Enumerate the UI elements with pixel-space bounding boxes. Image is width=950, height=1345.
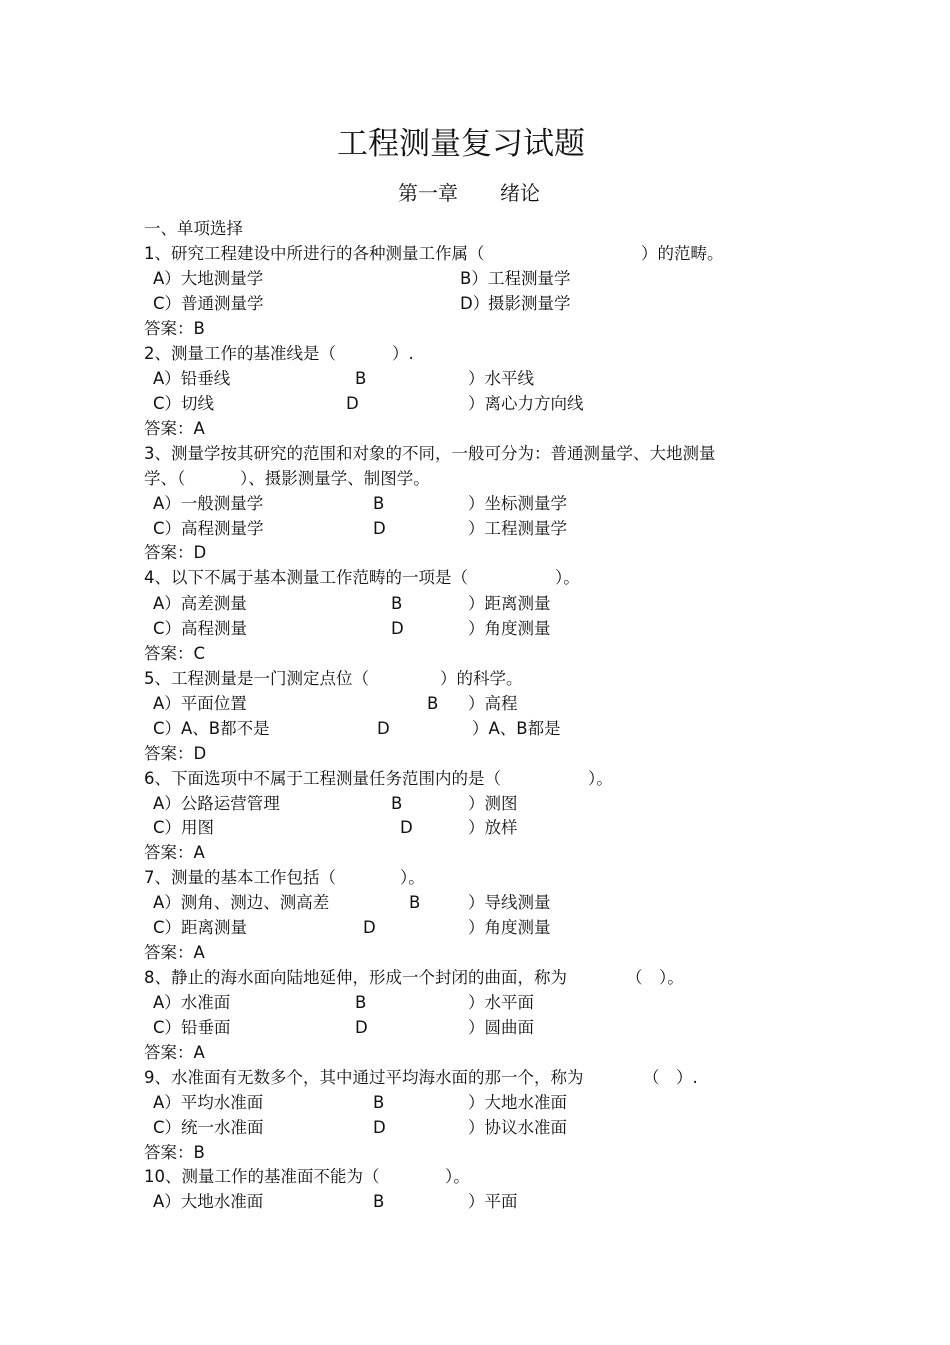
question-stem-end: ）. — [392, 344, 414, 363]
question-stem-end: ）。 — [445, 1167, 470, 1186]
answer: 答案：B — [144, 319, 205, 338]
option-d: ）放样 — [468, 818, 518, 837]
option-b: ）水平面 — [468, 993, 534, 1012]
section-heading: 一、单项选择 — [144, 219, 243, 238]
question-stem-end: ）的范畴。 — [641, 244, 724, 263]
option-b: ）水平线 — [468, 369, 534, 388]
answer: 答案：D — [144, 543, 207, 562]
option-b: 工程测量学 — [488, 269, 571, 288]
option-d: ）协议水准面 — [468, 1118, 567, 1137]
option-a: A）高差测量 — [153, 594, 247, 613]
option-d: ）圆曲面 — [468, 1018, 534, 1037]
option-b-letter: B — [391, 794, 403, 813]
answer: 答案：A — [144, 843, 205, 862]
question-stem-end: ）的科学。 — [440, 669, 523, 688]
option-b-letter: B — [355, 369, 367, 388]
option-b: ）平面 — [468, 1192, 518, 1211]
question-stem: 7、测量的基本工作包括（ — [144, 868, 336, 887]
question-stem-end: ）。 — [555, 568, 580, 587]
option-d: ）角度测量 — [468, 619, 551, 638]
answer: 答案：A — [144, 419, 205, 438]
option-d: ）A、B都是 — [472, 719, 561, 738]
answer: 答案：D — [144, 744, 207, 763]
option-b-letter: B — [373, 1093, 385, 1112]
option-a: A）测角、测边、测高差 — [153, 893, 330, 912]
option-d-letter: D — [346, 394, 359, 413]
answer: 答案：B — [144, 1143, 205, 1162]
option-c: C）用图 — [153, 818, 215, 837]
question-stem: 8、静止的海水面向陆地延伸，形成一个封闭的曲面，称为 — [144, 968, 567, 987]
answer: 答案：C — [144, 644, 206, 663]
option-a: A）平面位置 — [153, 694, 247, 713]
option-b-letter: B — [373, 1192, 385, 1211]
option-b: ）距离测量 — [468, 594, 551, 613]
option-d: ）角度测量 — [468, 918, 551, 937]
option-b-letter: B） — [460, 269, 488, 288]
chapter-number: 第一章 — [398, 181, 458, 205]
option-d-letter: D — [373, 519, 386, 538]
chapter-title: 绪论 — [500, 181, 540, 205]
option-c: C）高程测量 — [153, 619, 248, 638]
option-d-letter: D） — [460, 294, 490, 313]
option-a: A）水准面 — [153, 993, 231, 1012]
question-stem: 2、测量工作的基准线是（ — [144, 344, 336, 363]
option-b: ）导线测量 — [468, 893, 551, 912]
option-b-letter: B — [391, 594, 403, 613]
option-a: A）公路运营管理 — [153, 794, 280, 813]
option-b-letter: B — [409, 893, 421, 912]
question-stem: 10、测量工作的基准面不能为（ — [144, 1167, 380, 1186]
option-d: ）工程测量学 — [468, 519, 567, 538]
question-stem-end: （ ）. — [643, 1068, 698, 1087]
option-c: C）切线 — [153, 394, 215, 413]
question-stem-line2: 学、（ — [144, 469, 186, 488]
question-stem: 4、以下不属于基本测量工作范畴的一项是（ — [144, 568, 468, 587]
option-d-letter: D — [355, 1018, 368, 1037]
option-d: 摄影测量学 — [488, 294, 571, 313]
question-stem: 6、下面选项中不属于工程测量任务范围内的是（ — [144, 769, 501, 788]
option-d-letter: D — [400, 818, 413, 837]
question-stem: 5、工程测量是一门测定点位（ — [144, 669, 369, 688]
question-stem: 1、研究工程建设中所进行的各种测量工作属（ — [144, 244, 485, 263]
option-d-letter: D — [363, 918, 376, 937]
option-b: ）坐标测量学 — [468, 494, 567, 513]
option-c: C）铅垂面 — [153, 1018, 231, 1037]
option-a: A）铅垂线 — [153, 369, 231, 388]
answer: 答案：A — [144, 943, 205, 962]
option-d: ）离心力方向线 — [468, 394, 584, 413]
option-b-letter: B — [355, 993, 367, 1012]
option-a: A）一般测量学 — [153, 494, 264, 513]
option-b: ）高程 — [468, 694, 518, 713]
question-stem-end: （ ）。 — [626, 968, 684, 987]
question-stem-end: ）。 — [588, 769, 613, 788]
question-stem-end: ）、摄影测量学、制图学。 — [240, 469, 430, 488]
option-b: ）大地水准面 — [468, 1093, 567, 1112]
option-a: A）大地测量学 — [153, 269, 264, 288]
option-d-letter: D — [377, 719, 390, 738]
option-a: A）平均水准面 — [153, 1093, 264, 1112]
option-b: ）测图 — [468, 794, 518, 813]
option-c: C）A、B都不是 — [153, 719, 270, 738]
question-stem: 3、测量学按其研究的范围和对象的不同，一般可分为：普通测量学、大地测量 — [144, 444, 716, 463]
answer: 答案：A — [144, 1043, 205, 1062]
option-d-letter: D — [373, 1118, 386, 1137]
option-c: C）距离测量 — [153, 918, 248, 937]
option-c: C）普通测量学 — [153, 294, 264, 313]
option-b-letter: B — [373, 494, 385, 513]
option-b-letter: B — [427, 694, 439, 713]
question-stem: 9、水准面有无数多个，其中通过平均海水面的那一个，称为 — [144, 1068, 584, 1087]
option-a: A）大地水准面 — [153, 1192, 264, 1211]
document-title: 工程测量复习试题 — [337, 126, 585, 162]
option-d-letter: D — [391, 619, 404, 638]
question-stem-end: ）。 — [400, 868, 425, 887]
option-c: C）统一水准面 — [153, 1118, 264, 1137]
option-c: C）高程测量学 — [153, 519, 264, 538]
